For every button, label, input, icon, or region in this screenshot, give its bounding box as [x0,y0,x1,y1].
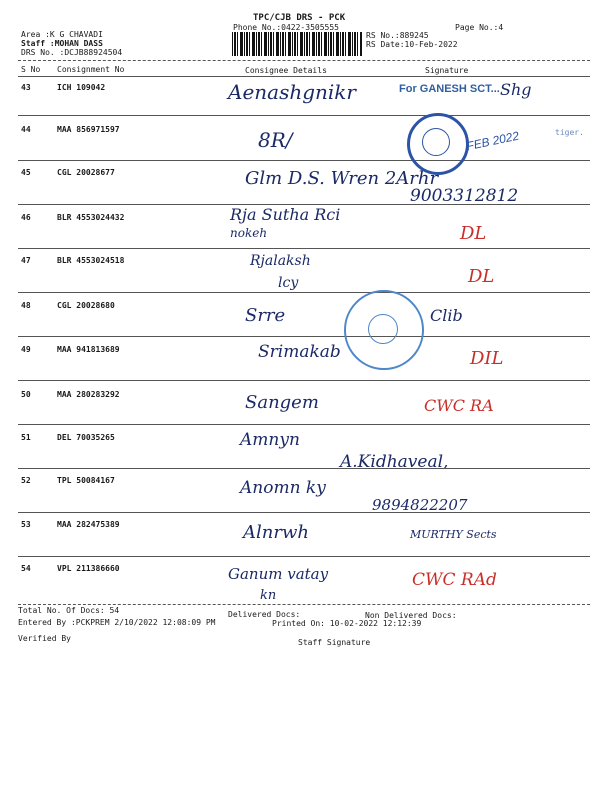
row-status-mark: DL [460,223,487,244]
row-sno: 47 [21,256,31,265]
row-divider [18,248,590,249]
row-divider [18,424,590,425]
row-consignment: MAA 941813689 [57,345,120,354]
row-consignee-handwriting: Anomn ky [240,478,326,498]
footer-divider [18,604,590,605]
row-status-mark: DL [468,266,495,287]
row-sno: 44 [21,125,31,134]
row-sno: 43 [21,83,31,92]
row-sno: 45 [21,168,31,177]
row-consignee-handwriting: Srre [245,305,286,326]
row-consignee-handwriting: Amnyn [240,430,300,450]
col-header-signature: Signature [425,66,469,75]
drs-number: DRS No. :DCJB88924504 [21,48,123,57]
row-signature-handwriting: Shg [500,80,532,99]
row-divider [18,556,590,557]
row-divider [18,512,590,513]
row-sno: 49 [21,345,31,354]
row-consignment: CGL 20028677 [57,168,115,177]
row-consignee-handwriting: Sangem [245,392,319,413]
tiger-fragment-text: tiger. [555,128,584,137]
row-divider [18,336,590,337]
row-consignment: MAA 282475389 [57,520,120,529]
row-signature-handwriting: MURTHY Sects [410,528,497,541]
row-consignment: BLR 4553024518 [57,256,125,265]
phone-number: Phone No.:0422-3505555 [233,23,339,32]
rs-number: RS No.:889245 [366,31,429,40]
row-consignment: DEL 70035265 [57,433,115,442]
row-sno: 48 [21,301,31,310]
row-consignee-handwriting-2: lcy [278,275,299,291]
row-divider [18,160,590,161]
page-number: Page No.:4 [455,23,504,32]
col-header-consignee: Consignee Details [245,66,327,75]
total-docs: Total No. Of Docs: 54 [18,606,120,615]
round-seal-stamp [407,113,469,175]
row-consignee-handwriting-2: kn [260,588,277,603]
col-header-sno: S No [21,65,41,74]
row-consignee-handwriting: Glm D.S. Wren 2Arhr [245,168,439,189]
row-consignee-handwriting-2: nokeh [230,226,268,240]
printed-on: Printed On: 10-02-2022 12:12:39 [272,619,422,628]
row-status-mark: CWC RA [424,396,494,415]
row-sno: 54 [21,564,31,573]
round-office-stamp [344,290,424,370]
row-sno: 53 [21,520,31,529]
row-signature-handwriting: Clib [430,306,463,325]
row-signature-handwriting: A.Kidhaveal, [340,452,449,472]
delivered-docs: Delivered Docs: [228,610,301,619]
row-consignment: TPL 50084167 [57,476,115,485]
row-phone-handwriting: 9003312812 [410,186,519,206]
header-divider-bottom [18,76,590,77]
row-phone-handwriting: 9894822207 [372,496,468,514]
rs-date: RS Date:10-Feb-2022 [366,40,458,49]
staff-label: Staff :MOHAN DASS [21,39,103,48]
row-consignment: CGL 20028680 [57,301,115,310]
row-consignment: MAA 856971597 [57,125,120,134]
row-divider [18,468,590,469]
staff-signature-label: Staff Signature [298,638,371,647]
area-label: Area :K G CHAVADI [21,30,103,39]
feb-date-stamp: FEB 2022 [465,128,521,154]
row-divider [18,115,590,116]
document-title: TPC/CJB DRS - PCK [253,13,346,23]
row-consignee-handwriting: Rjalaksh [250,253,311,269]
row-status-mark: CWC RAd [412,570,497,590]
barcode-image [232,32,362,56]
non-delivered-docs: Non Delivered Docs: [365,611,457,620]
row-sno: 52 [21,476,31,485]
header-divider-top [18,60,590,61]
row-divider [18,292,590,293]
row-consignee-handwriting: Ganum vatay [228,565,329,583]
row-consignment: MAA 280283292 [57,390,120,399]
row-consignee-handwriting: Aenashgnikr [228,80,356,104]
row-sno: 46 [21,213,31,222]
row-consignee-handwriting: 8R/ [258,128,293,152]
ganesh-stamp-text: For GANESH SCT... [399,83,500,95]
row-consignee-handwriting: Rja Sutha Rci [230,205,341,224]
col-header-consignment: Consignment No [57,65,125,74]
row-status-mark: DIL [470,348,504,369]
verified-by: Verified By [18,634,71,643]
entered-by: Entered By :PCKPREM 2/10/2022 12:08:09 PM [18,618,216,627]
row-consignment: BLR 4553024432 [57,213,125,222]
row-consignment: VPL 211386660 [57,564,120,573]
row-divider [18,380,590,381]
row-consignment: ICH 109042 [57,83,106,92]
row-consignee-handwriting: Srimakab [258,342,341,362]
row-consignee-handwriting: Alnrwh [243,522,309,543]
row-sno: 51 [21,433,31,442]
row-sno: 50 [21,390,31,399]
